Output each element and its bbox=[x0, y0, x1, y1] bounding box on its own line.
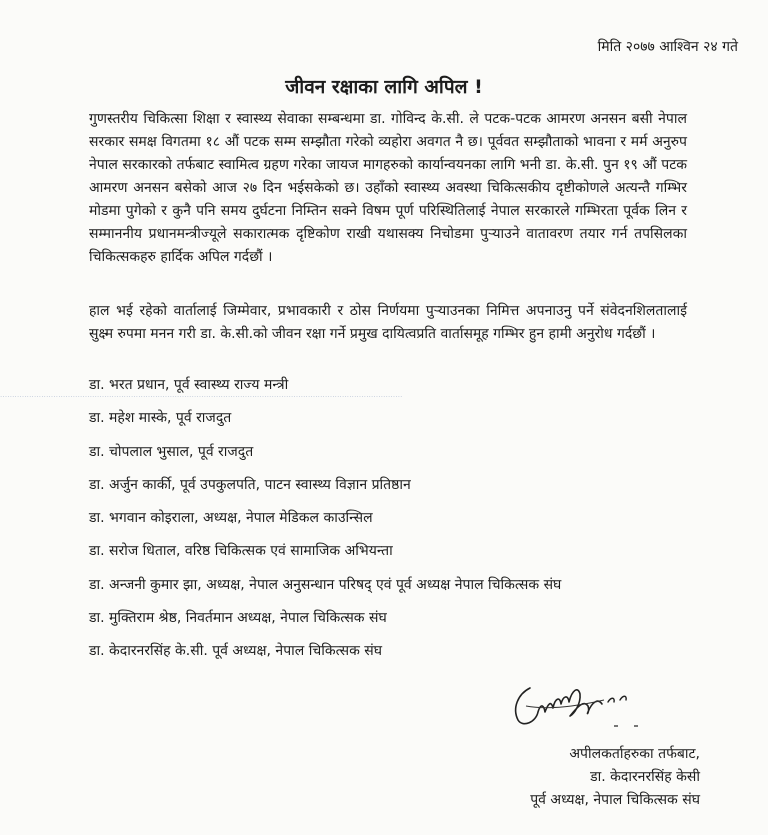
body-paragraph: हाल भई रहेको वार्तालाई जिम्मेवार, प्रभावकारी र ठोस निर्णयमा पुऱ्याउनका निमित्त अपनाउनु पर्ने संवेदनशिलतालाई सुक्ष्म रुपमा मनन गरी डा. के.सी.को जीवन रक्षा गर्ने प्रमुख दायित्वप्रति वार्तासमूह गम्भिर हुन हामी अनुरोध गर्दछौं । bbox=[89, 303, 687, 342]
signatory-item: डा. अर्जुन कार्की, पूर्व उपकुलपति, पाटन स्वास्थ्य विज्ञान प्रतिष्ठान bbox=[89, 476, 411, 493]
closing-block bbox=[530, 743, 700, 812]
body-paragraph: गुणस्तरीय चिकित्सा शिक्षा र स्वास्थ्य सेवाका सम्बन्धमा डा. गोविन्द के.सी. ले पटक-पटक आमरण अनसन बसी नेपाल सरकार समक्ष विगतमा १८ औं पटक सम्म सम्झौता गरेको व्यहोरा अवगत नै छ। पूर्ववत सम्झौताको भावना र मर्म अनुरुप नेपाल सरकारको तर्फबाट स्वामित्व ग्रहण गरेका जायज मागहरुको कार्यान्वयनका लागि भनी डा. के.सी. पुन १९ औं पटक आमरण अनसन बसेको आज २७ दिन भईसकेको छ। उहाँको स्वास्थ्य अवस्था चिकित्सकीय दृष्टीकोणले अत्यन्तै गम्भिर मोडमा पुगेको र कुनै पनि समय दुर्घटना निम्तिन सक्ने विषम पूर्ण परिस्थितिलाई नेपाल सरकारले गम्भिरता पूर्वक लिन र सम्माननीय प्रधानमन्त्रीज्यूले सकारात्मक दृष्टिकोण राखी यथासक्य निचोडमा पुऱ्याउने वातावरण तयार गर्न तपसिलका चिकित्सकहरु हार्दिक अपिल गर्दछौं । bbox=[89, 111, 687, 265]
closing-line: अपीलकर्ताहरुका तर्फबाट, bbox=[569, 746, 700, 762]
letter-date: मिति २०७७ आश्विन २४ गते bbox=[597, 39, 738, 55]
signatory-item: डा. सरोज धिताल, वरिष्ठ चिकित्सक एवं सामाजिक अभियन्ता bbox=[89, 543, 393, 560]
signatory-item: डा. अन्जनी कुमार झा, अध्यक्ष, नेपाल अनुसन्धान परिषद् एवं पूर्व अध्यक्ष नेपाल चिकित्सक संघ bbox=[89, 576, 562, 593]
closing-line: डा. केदारनरसिंह केसी bbox=[590, 769, 700, 785]
handwritten-signature bbox=[508, 676, 658, 732]
signatory-item: डा. महेश मास्के, पूर्व राजदुत bbox=[89, 410, 232, 427]
signatory-item: डा. भरत प्रधान, पूर्व स्वास्थ्य राज्य मन्त्री bbox=[89, 377, 289, 393]
watermark-strip: ······································································································································································ bbox=[0, 393, 403, 401]
letter-title: जीवन रक्षाका लागि अपिल ! bbox=[285, 76, 483, 98]
signatory-list bbox=[89, 374, 561, 674]
signatory-item: डा. मुक्तिराम श्रेष्ठ, निवर्तमान अध्यक्ष, नेपाल चिकित्सक संघ bbox=[89, 610, 387, 627]
signatory-item: डा. चोपलाल भुसाल, पूर्व राजदुत bbox=[89, 443, 254, 460]
signatory-item: डा. केदारनरसिंह के.सी. पूर्व अध्यक्ष, नेपाल चिकित्सक संघ bbox=[89, 643, 383, 660]
signatory-item: डा. भगवान कोइराला, अध्यक्ष, नेपाल मेडिकल काउन्सिल bbox=[89, 510, 373, 527]
closing-line: पूर्व अध्यक्ष, नेपाल चिकित्सक संघ bbox=[530, 792, 700, 808]
